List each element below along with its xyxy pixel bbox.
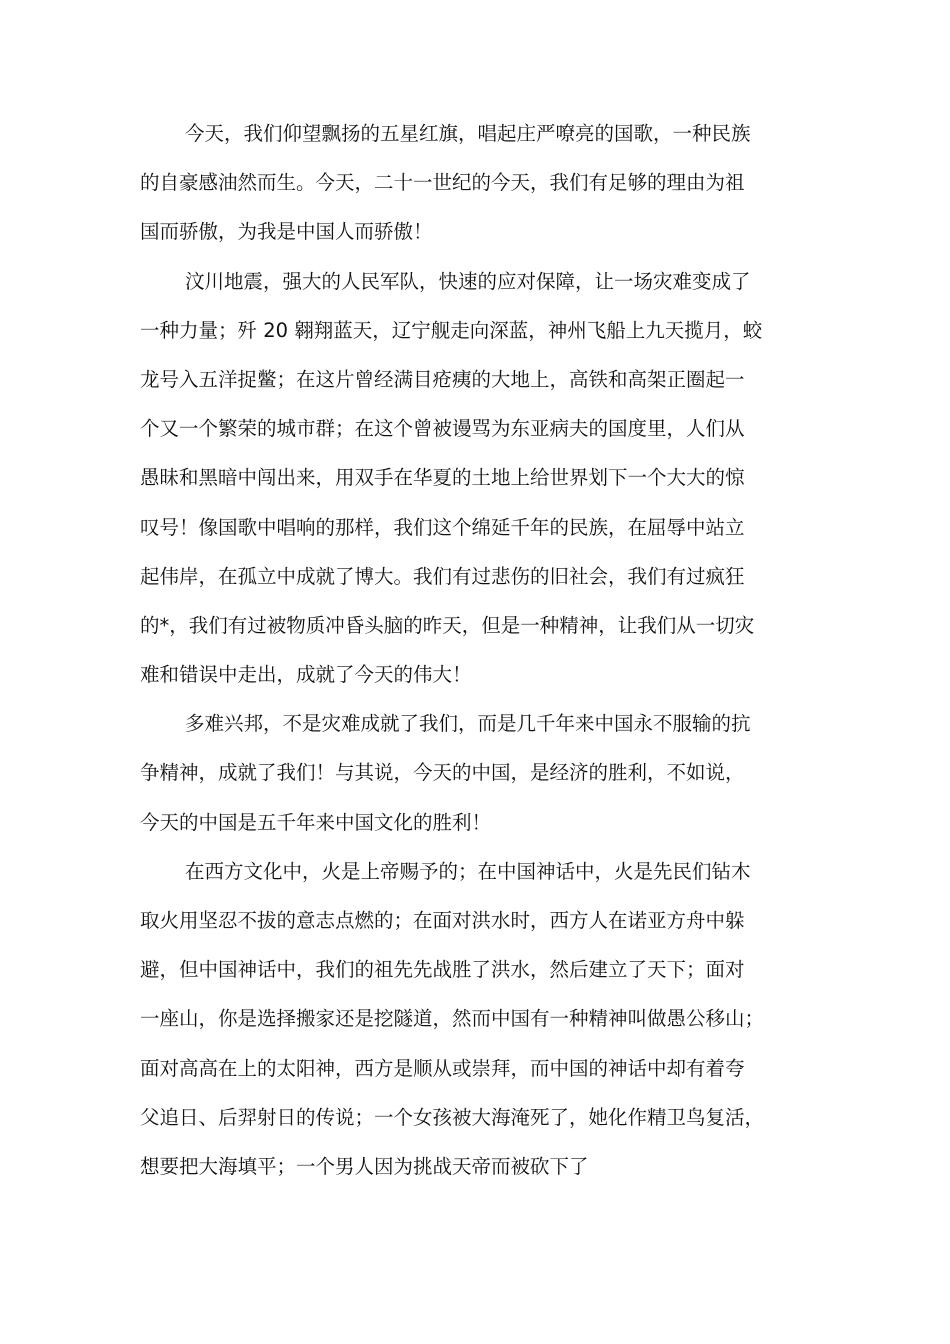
text-line: 汶川地震，强大的人民军队，快速的应对保障，让一场灾难变成了 <box>185 269 751 293</box>
text-line: 想要把大海填平；一个男人因为挑战天帝而被砍下了 <box>140 1154 589 1178</box>
text-line: 取火用坚忍不拔的意志点燃的；在面对洪水时，西方人在诺亚方舟中躲 <box>140 909 745 932</box>
text-line: 叹号！像国歌中唱响的那样，我们这个绵延千年的民族，在屈辱中站立 <box>140 515 745 539</box>
document-body <box>140 114 820 1196</box>
text-line: 龙号入五洋捉鳖；在这片曾经满目疮痍的大地上，高铁和高架正圈起一 <box>140 367 745 391</box>
text-line: 多难兴邦，不是灾难成就了我们，而是几千年来中国永不服输的抗 <box>185 712 751 736</box>
text-line: 难和错误中走出，成就了今天的伟大！ <box>140 663 472 687</box>
text-line: 的自豪感油然而生。今天，二十一世纪的今天，我们有足够的理由为祖 <box>140 171 745 195</box>
paragraph-2 <box>140 262 820 705</box>
text-line: 争精神，成就了我们！与其说，今天的中国，是经济的胜利，不如说， <box>140 761 745 785</box>
text-line: 国而骄傲，为我是中国人而骄傲！ <box>140 220 433 244</box>
paragraph-3 <box>140 704 820 852</box>
text-line: 个又一个繁荣的城市群；在这个曾被谩骂为东亚病夫的国度里，人们从 <box>140 417 745 441</box>
text-line: 父追日、后羿射日的传说；一个女孩被大海淹死了，她化作精卫鸟复活， <box>140 1105 765 1129</box>
text-line: 在西方文化中，火是上帝赐予的；在中国神话中，火是先民们钻木 <box>185 859 751 883</box>
text-line: 愚昧和黑暗中闯出来，用双手在华夏的土地上给世界划下一个大大的惊 <box>140 466 745 490</box>
text-line: 今天的中国是五千年来中国文化的胜利！ <box>140 810 492 834</box>
text-line: 的*，我们有过被物质冲昏头脑的昨天，但是一种精神，让我们从一切灾 <box>140 613 755 637</box>
text-line: 面对高高在上的太阳神，西方是顺从或崇拜，而中国的神话中却有着夸 <box>140 1056 745 1080</box>
text-line: 避，但中国神话中，我们的祖先先战胜了洪水，然后建立了天下；面对 <box>140 958 745 982</box>
text-line: 今天，我们仰望飘扬的五星红旗，唱起庄严嘹亮的国歌，一种民族 <box>185 122 751 145</box>
paragraph-4 <box>140 852 820 1196</box>
text-line: 起伟岸，在孤立中成就了博大。我们有过悲伤的旧社会，我们有过疯狂 <box>140 564 745 588</box>
paragraph-1 <box>140 114 820 262</box>
text-line: 一座山，你是选择搬家还是挖隧道，然而中国有一种精神叫做愚公移山； <box>140 1007 765 1031</box>
text-line: 一种力量；歼 20 翱翔蓝天，辽宁舰走向深蓝，神州飞船上九天揽月，蛟 <box>140 318 763 342</box>
